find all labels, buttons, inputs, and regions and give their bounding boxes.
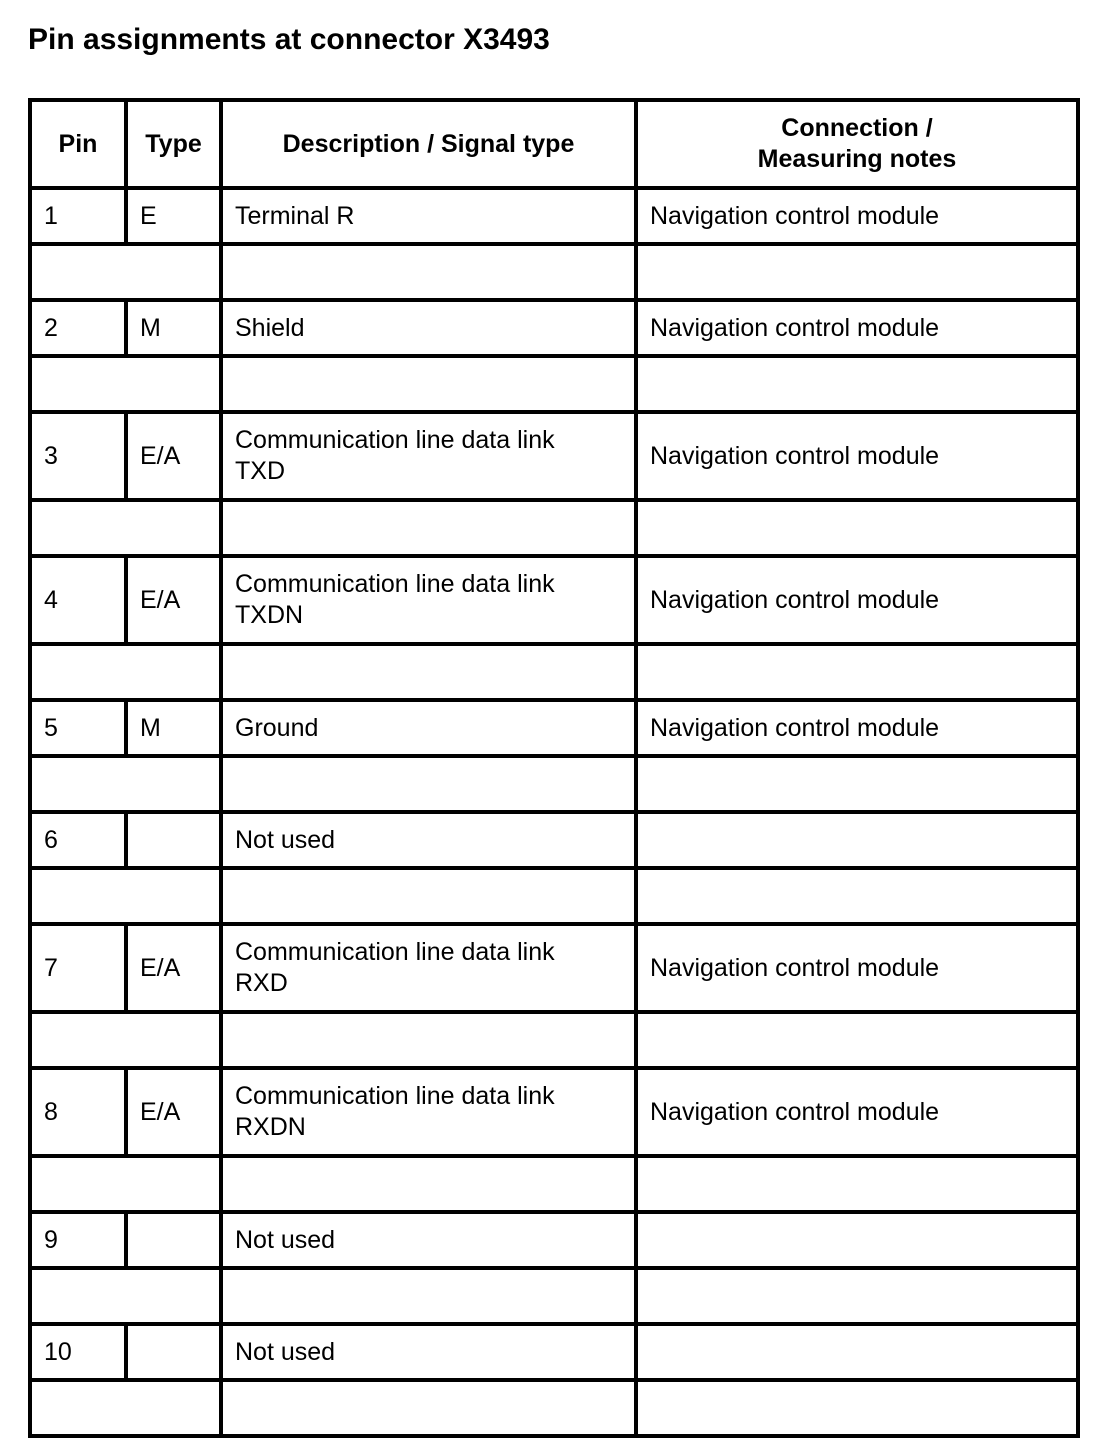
description-cell: Communication line data link TXD bbox=[221, 412, 636, 500]
spacer-row bbox=[30, 500, 1078, 556]
pin-cell: 7 bbox=[30, 924, 126, 1012]
spacer-cell bbox=[221, 1268, 636, 1324]
type-cell bbox=[126, 1212, 221, 1268]
table-row bbox=[30, 1068, 1078, 1156]
spacer-row bbox=[30, 868, 1078, 924]
spacer-cell bbox=[30, 644, 221, 700]
spacer-cell bbox=[221, 756, 636, 812]
pin-cell: 2 bbox=[30, 300, 126, 356]
spacer-cell bbox=[30, 868, 221, 924]
spacer-cell bbox=[636, 356, 1078, 412]
pin-cell: 6 bbox=[30, 812, 126, 868]
spacer-cell bbox=[636, 868, 1078, 924]
spacer-cell bbox=[221, 1156, 636, 1212]
spacer-cell bbox=[636, 1012, 1078, 1068]
description-cell: Not used bbox=[221, 1212, 636, 1268]
pin-cell: 1 bbox=[30, 188, 126, 244]
spacer-row bbox=[30, 1268, 1078, 1324]
spacer-cell bbox=[636, 1380, 1078, 1436]
header-pin: Pin bbox=[30, 100, 126, 188]
description-cell: Communication line data link RXD bbox=[221, 924, 636, 1012]
table-row bbox=[30, 812, 1078, 868]
spacer-row bbox=[30, 1380, 1078, 1436]
pin-cell: 10 bbox=[30, 1324, 126, 1380]
spacer-row bbox=[30, 1156, 1078, 1212]
connection-cell: Navigation control module bbox=[636, 700, 1078, 756]
spacer-cell bbox=[221, 500, 636, 556]
type-cell: E bbox=[126, 188, 221, 244]
table-row bbox=[30, 1324, 1078, 1380]
spacer-cell bbox=[30, 1380, 221, 1436]
spacer-row bbox=[30, 244, 1078, 300]
connection-cell: Navigation control module bbox=[636, 1068, 1078, 1156]
description-cell: Ground bbox=[221, 700, 636, 756]
type-cell: E/A bbox=[126, 556, 221, 644]
spacer-cell bbox=[30, 1268, 221, 1324]
spacer-cell bbox=[30, 756, 221, 812]
connection-cell: Navigation control module bbox=[636, 412, 1078, 500]
pin-cell: 3 bbox=[30, 412, 126, 500]
type-cell: E/A bbox=[126, 924, 221, 1012]
spacer-cell bbox=[30, 1156, 221, 1212]
connection-cell bbox=[636, 1324, 1078, 1380]
spacer-cell bbox=[636, 500, 1078, 556]
spacer-cell bbox=[221, 644, 636, 700]
description-cell: Communication line data link TXDN bbox=[221, 556, 636, 644]
connection-cell: Navigation control module bbox=[636, 188, 1078, 244]
type-cell: M bbox=[126, 300, 221, 356]
connection-cell bbox=[636, 812, 1078, 868]
spacer-cell bbox=[221, 356, 636, 412]
spacer-cell bbox=[221, 244, 636, 300]
spacer-row bbox=[30, 1012, 1078, 1068]
pin-cell: 8 bbox=[30, 1068, 126, 1156]
type-cell: E/A bbox=[126, 1068, 221, 1156]
description-cell: Communication line data link RXDN bbox=[221, 1068, 636, 1156]
type-cell bbox=[126, 812, 221, 868]
description-cell: Terminal R bbox=[221, 188, 636, 244]
description-cell: Shield bbox=[221, 300, 636, 356]
connection-cell: Navigation control module bbox=[636, 556, 1078, 644]
spacer-cell bbox=[221, 868, 636, 924]
header-type: Type bbox=[126, 100, 221, 188]
spacer-cell bbox=[636, 244, 1078, 300]
connection-cell bbox=[636, 1212, 1078, 1268]
spacer-cell bbox=[30, 500, 221, 556]
table-header-row bbox=[30, 100, 1078, 188]
table-row bbox=[30, 1212, 1078, 1268]
type-cell bbox=[126, 1324, 221, 1380]
table-row bbox=[30, 300, 1078, 356]
spacer-cell bbox=[221, 1012, 636, 1068]
pin-assignment-table bbox=[28, 98, 1080, 1438]
spacer-row bbox=[30, 644, 1078, 700]
spacer-cell bbox=[30, 244, 221, 300]
connection-cell: Navigation control module bbox=[636, 300, 1078, 356]
spacer-cell bbox=[30, 1012, 221, 1068]
spacer-cell bbox=[221, 1380, 636, 1436]
description-cell: Not used bbox=[221, 812, 636, 868]
spacer-cell bbox=[636, 1156, 1078, 1212]
table-row bbox=[30, 924, 1078, 1012]
table-row bbox=[30, 412, 1078, 500]
spacer-row bbox=[30, 756, 1078, 812]
type-cell: M bbox=[126, 700, 221, 756]
header-connection: Connection / Measuring notes bbox=[636, 100, 1078, 188]
description-cell: Not used bbox=[221, 1324, 636, 1380]
spacer-cell bbox=[636, 756, 1078, 812]
pin-cell: 9 bbox=[30, 1212, 126, 1268]
table-row bbox=[30, 188, 1078, 244]
spacer-row bbox=[30, 356, 1078, 412]
header-description: Description / Signal type bbox=[221, 100, 636, 188]
spacer-cell bbox=[636, 1268, 1078, 1324]
connection-cell: Navigation control module bbox=[636, 924, 1078, 1012]
pin-cell: 4 bbox=[30, 556, 126, 644]
pin-cell: 5 bbox=[30, 700, 126, 756]
page-title: Pin assignments at connector X3493 bbox=[28, 23, 550, 56]
table-row bbox=[30, 700, 1078, 756]
table-row bbox=[30, 556, 1078, 644]
spacer-cell bbox=[30, 356, 221, 412]
type-cell: E/A bbox=[126, 412, 221, 500]
spacer-cell bbox=[636, 644, 1078, 700]
